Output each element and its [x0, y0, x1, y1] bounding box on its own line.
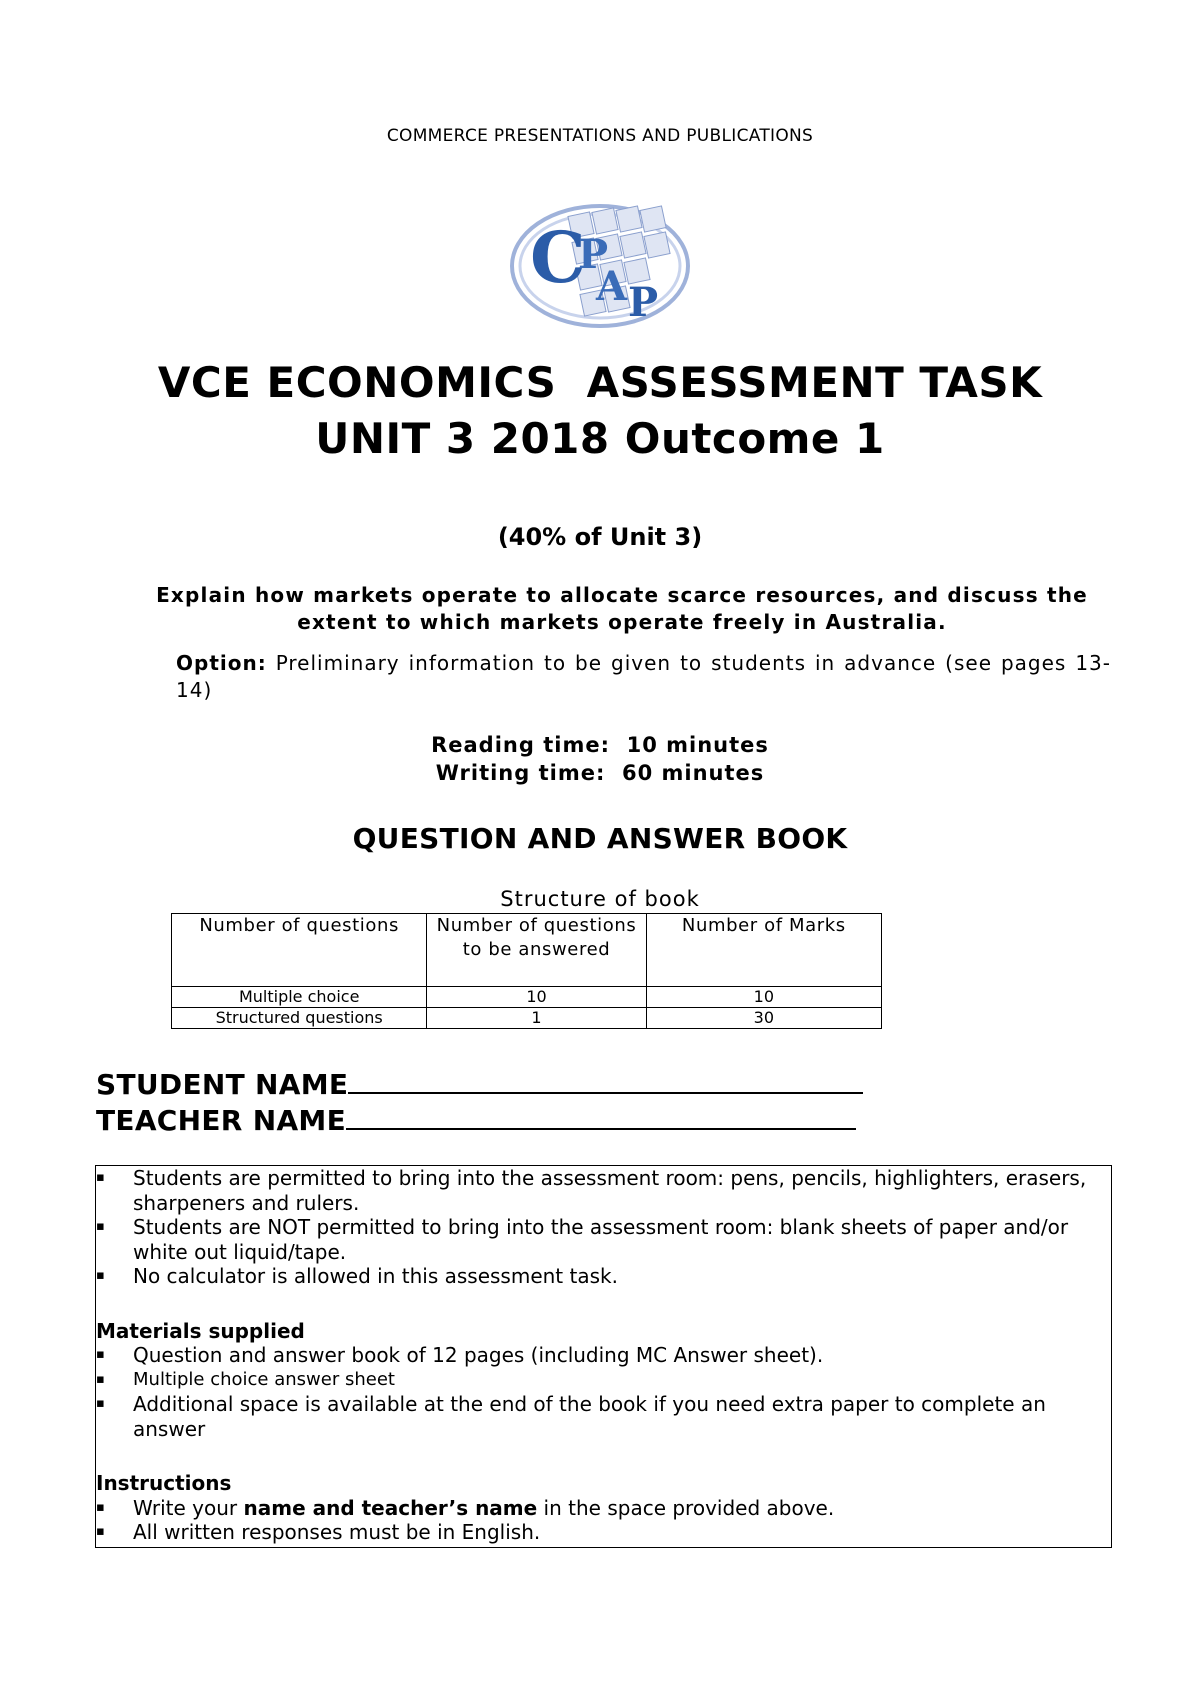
- table-cell: 1: [427, 1008, 646, 1029]
- list-item: ▪ Students are permitted to bring into the assessment room: pens, pencils, highlighters, erasers, sharpeners and rulers.: [96, 1166, 1087, 1215]
- header-number-of-questions: Number of questions: [172, 914, 427, 987]
- rules-box: [95, 1165, 1112, 1548]
- list-item: ▪ Multiple choice answer sheet: [96, 1368, 1111, 1393]
- writing-time: Writing time: 60 minutes: [435, 761, 765, 785]
- bullet-icon: ▪: [96, 1371, 105, 1387]
- table-row: [172, 987, 882, 1008]
- student-name-field[interactable]: [96, 1066, 863, 1101]
- unit-weight: (40% of Unit 3): [497, 523, 703, 551]
- table-cell: 10: [646, 987, 881, 1008]
- materials-heading: Materials supplied: [96, 1318, 305, 1343]
- publisher-name: COMMERCE PRESENTATIONS AND PUBLICATIONS: [386, 126, 814, 146]
- reading-time: Reading time: 10 minutes: [431, 733, 769, 757]
- bullet-icon: ▪: [96, 1170, 105, 1185]
- list-item: ▪ No calculator is allowed in this assessment task.: [96, 1264, 618, 1288]
- list-item: ▪ Additional space is available at the end of the book if you need extra paper to complete an answer: [96, 1392, 1046, 1441]
- teacher-name-field[interactable]: [96, 1102, 856, 1137]
- option-label: Option:: [176, 651, 267, 675]
- teacher-name-line[interactable]: [346, 1102, 856, 1130]
- header-number-of-marks: Number of Marks: [646, 914, 881, 987]
- table-cell: 30: [646, 1008, 881, 1029]
- bullet-icon: ▪: [96, 1219, 105, 1234]
- table-cell: Multiple choice: [172, 987, 427, 1008]
- list-item: ▪ All written responses must be in English.: [96, 1520, 541, 1544]
- outcome-statement: Explain how markets operate to allocate scarce resources, and discuss the extent to which markets operate freely in Australia.: [156, 583, 1088, 634]
- structure-table: [171, 913, 882, 1029]
- option-note: [176, 650, 1111, 704]
- bullet-icon: ▪: [96, 1499, 105, 1515]
- bullet-icon: ▪: [96, 1347, 105, 1362]
- student-name-line[interactable]: [348, 1066, 863, 1094]
- table-header-row: [172, 914, 882, 987]
- title-line-2: UNIT 3 2018 Outcome 1: [315, 414, 885, 463]
- teacher-name-label: TEACHER NAME: [96, 1104, 347, 1137]
- list-item: ▪ Write your name and teacher’s name in the space provided above.: [96, 1495, 835, 1520]
- table-cell: 10: [427, 987, 646, 1008]
- list-item: ▪ Students are NOT permitted to bring into the assessment room: blank sheets of paper and/or white out liquid/tape.: [96, 1215, 1069, 1264]
- svg-text:P: P: [628, 279, 659, 326]
- book-title: QUESTION AND ANSWER BOOK: [352, 822, 848, 855]
- option-text: Preliminary information to be given to students in advance (see pages 13-14): [176, 651, 1111, 702]
- header-questions-to-answer: Number of questions to be answered: [427, 914, 646, 987]
- cpap-logo-icon: [508, 200, 692, 332]
- structure-caption: Structure of book: [500, 887, 700, 911]
- table-cell: Structured questions: [172, 1008, 427, 1029]
- instructions-heading: Instructions: [96, 1471, 232, 1495]
- bullet-icon: ▪: [96, 1396, 105, 1411]
- student-name-label: STUDENT NAME: [96, 1068, 349, 1101]
- svg-text:A: A: [596, 263, 628, 310]
- bullet-icon: ▪: [96, 1268, 105, 1283]
- svg-text:C: C: [530, 216, 586, 299]
- table-row: [172, 1008, 882, 1029]
- bullet-icon: ▪: [96, 1524, 105, 1539]
- title-line-1: VCE ECONOMICS ASSESSMENT TASK: [157, 358, 1043, 407]
- list-item: ▪ Question and answer book of 12 pages (including MC Answer sheet).: [96, 1343, 824, 1367]
- svg-text:P: P: [578, 231, 609, 278]
